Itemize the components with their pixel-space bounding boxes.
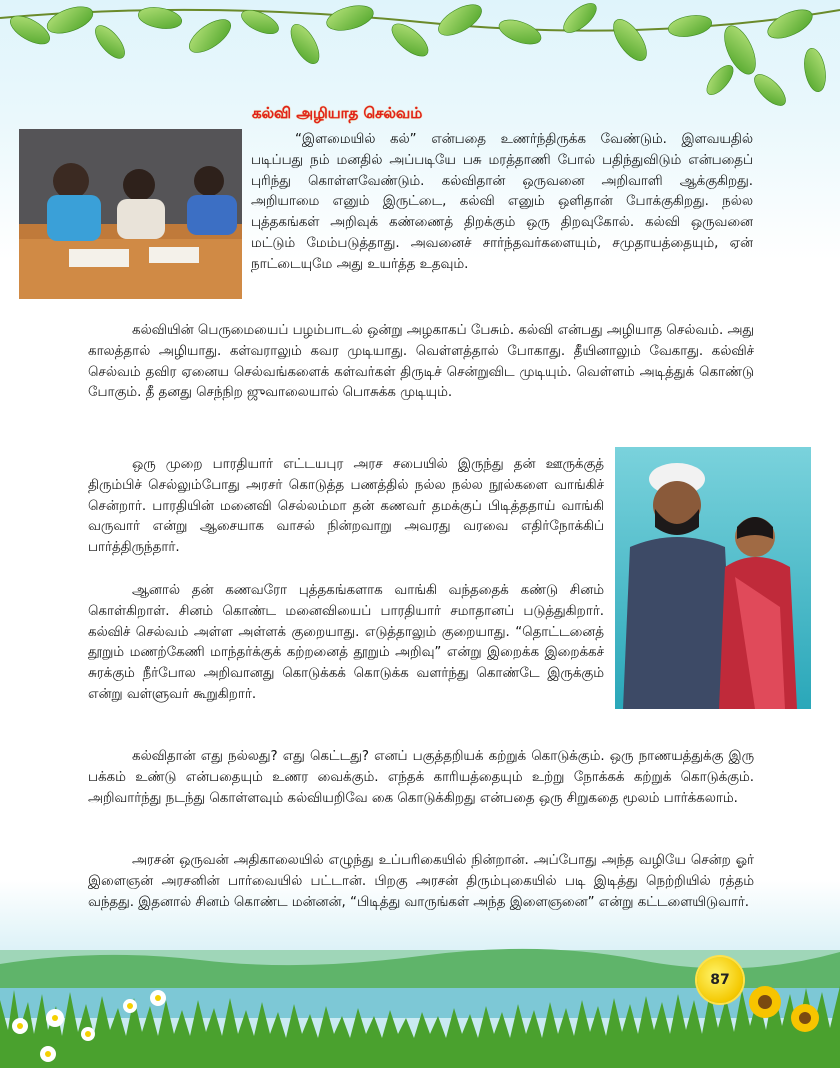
paragraph-1: “இளமையில் கல்” என்பதை உணர்ந்திருக்க வேண்டும். இளவயதில் படிப்பது நம் மனதில் அப்படியே பசு மரத்தாணி போல் பதிந்துவிடும் என்பதைப் புரிந்து கொள்ளவேண்டும். கல்விதான் ஒருவனை அறிவாளி ஆக்குகிறது. அறியாமை எனும் இருட்டை, கல்வி எனும் ஒளிதான் போக்குகிறது. நல்ல புத்தகங்கள் அறிவுக் கண்ணைத் திறக்கும் ஒரு திறவுகோல். கல்வி ஒருவனை மட்டும் மேம்படுத்தாது. அவனைச் சார்ந்தவர்களையும், சமுதாயத்தையும், ஏன் நாட்டையுமே அது உயர்த்த உதவும். xyxy=(251,132,753,272)
paragraph-2: கல்வியின் பெருமையைப் பழம்பாடல் ஒன்று அழகாகப் பேசும். கல்வி என்பது அழியாத செல்வம். அது காலத்தால் அழியாது. கள்வராலும் கவர முடியாது. வெள்ளத்தால் போகாது. தீயினாலும் வேகாது. கல்விச் செல்வம் தவிர ஏனைய செல்வங்களைக் கள்வர்கள் திருடிச் சென்றுவிட முடியும். வெள்ளம் அடித்துக் கொண்டு போகும். தீ தனது செந்நிற ஜுவாலையால் பொசுக்க முடியும். xyxy=(88,323,754,401)
page-title: கல்வி அழியாத செல்வம் xyxy=(252,104,423,122)
paragraph-5: கல்விதான் எது நல்லது? எது கெட்டது? எனப் பகுத்தறியக் கற்றுக் கொடுக்கும். ஒரு நாணயத்துக்கு இரு பக்கம் உண்டு என்பதையும் உணர வைக்கும். எந்தக் காரியத்தையும் உற்று நோக்கக் கற்றுக் கொடுக்கும். அறிவார்ந்து நடந்து கொள்ளவும் கல்வியறிவே கை கொடுக்கிறது என்பதை ஒரு சிறுகதை மூலம் பார்க்கலாம். xyxy=(88,749,754,806)
page-number-badge: 87 xyxy=(697,957,743,1003)
paragraph-4: ஆனால் தன் கணவரோ புத்தகங்களாக வாங்கி வந்ததைக் கண்டு சினம் கொள்கிறாள். சினம் கொண்ட மனைவியைப் பாரதியார் சமாதானப் படுத்துகிறார். கல்விச் செல்வம் அள்ள அள்ளக் குறையாது. எடுத்தாலும் குறையாது. “தொட்டனைத் தூறும் மணற்கேணி மாந்தர்க்குக் கற்றனைத் தூறும் அறிவு” என்று இறைக்க இறைக்கச் சுரக்கும் நீர்போல அறிவானது கொடுக்கக் கொடுக்க வளர்ந்து கொண்டே இருக்கும் என்று வள்ளுவர் கூறுகிறார். xyxy=(88,583,604,702)
bharathiyar-and-wife-photo xyxy=(615,447,811,709)
paragraph-3: ஒரு முறை பாரதியார் எட்டயபுர அரச சபையில் இருந்து தன் ஊருக்குத் திரும்பிச் செல்லும்போது அரசர் கொடுத்த பணத்தில் நல்ல நல்ல நூல்களை வாங்கிச் சென்றார். பாரதியின் மனைவி செல்லம்மா தன் கணவர் தமக்குப் பிடித்ததாய் வாங்கி வருவார் என்று ஆசையாக வாசல் நின்றவாறு அவரது வரவை எதிர்நோக்கிப் பார்த்திருந்தார். xyxy=(88,457,604,556)
children-studying-photo xyxy=(19,129,242,299)
paragraph-6: அரசன் ஒருவன் அதிகாலையில் எழுந்து உப்பரிகையில் நின்றான். அப்போது அந்த வழியே சென்ற ஓர் இளைஞன் அரசனின் பார்வையில் பட்டான். பிறகு அரசன் திரும்புகையில் படி இடித்து நெற்றியில் ரத்தம் வந்தது. இதனால் சினம் கொண்ட மன்னன், “பிடித்து வாருங்கள் அந்த இளைஞனை” என்று கட்டளையிடுவார். xyxy=(88,853,754,910)
